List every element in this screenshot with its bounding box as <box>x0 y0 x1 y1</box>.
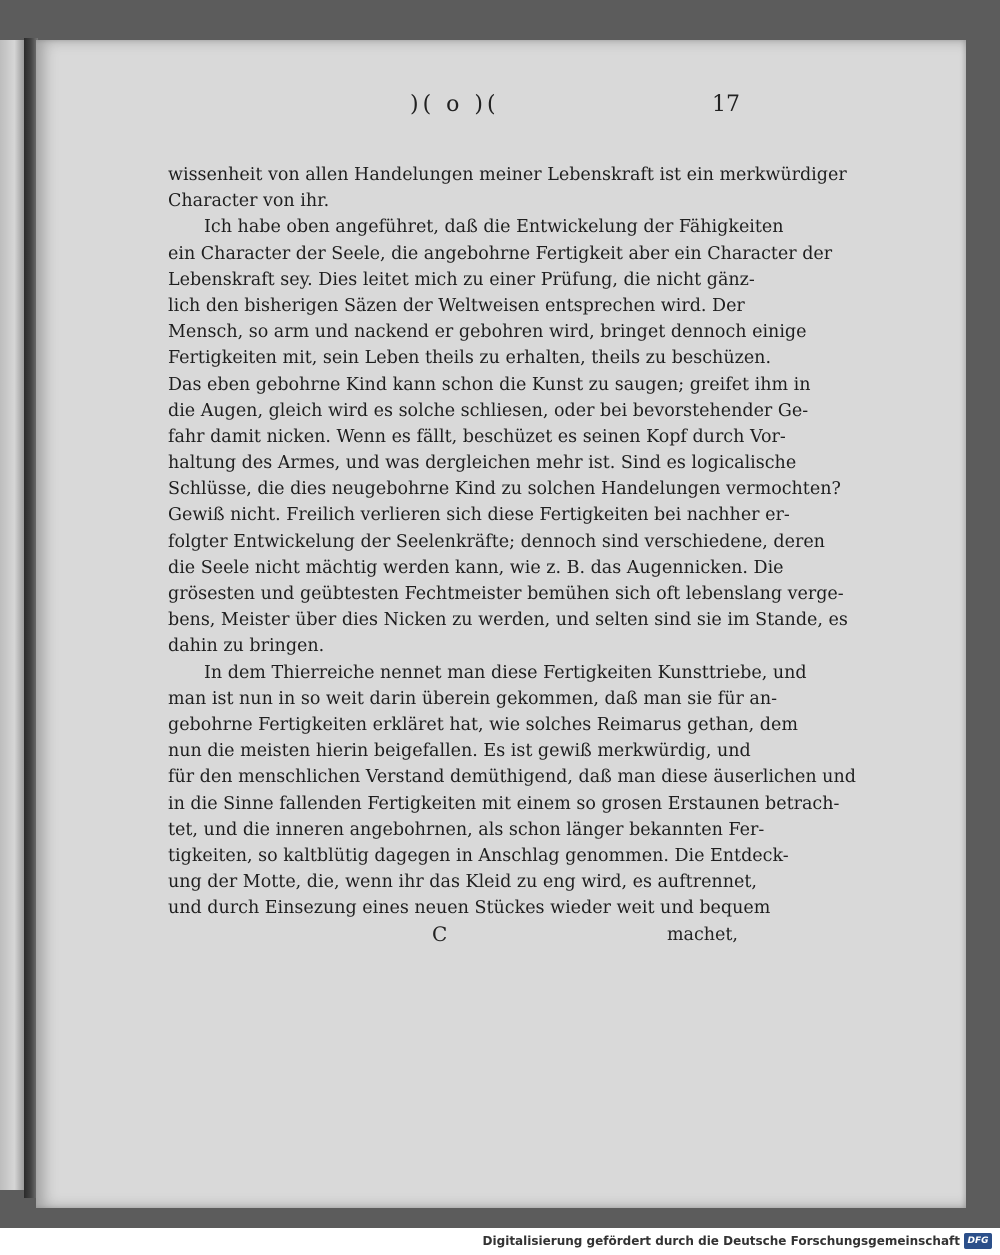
signature-mark: C <box>432 922 448 946</box>
text-line: Mensch, so arm und nackend er gebohren wird, bringet dennoch einige <box>168 322 807 343</box>
text-line: nun die meisten hierin beigefallen. Es ist gewiß merkwürdig, und <box>168 741 751 762</box>
text-line: ung der Motte, die, wenn ihr das Kleid zu eng wird, es auftrennet, <box>168 872 757 893</box>
text-line: tet, und die inneren angebohrnen, als schon länger bekannten Fer- <box>168 819 765 840</box>
text-line: wissenheit von allen Handelungen meiner Lebenskraft ist ein merkwürdiger <box>168 165 847 185</box>
text-line: und durch Einsezung eines neuen Stückes wieder weit und bequem <box>168 898 771 919</box>
text-line: tigkeiten, so kaltblütig dagegen in Anschlag genommen. Die Entdeck- <box>168 845 789 866</box>
text-line: Gewiß nicht. Freilich verlieren sich diese Fertigkeiten bei nachher er- <box>168 505 790 526</box>
adjacent-page-edge <box>0 40 24 1190</box>
text-line: für den menschlichen Verstand demüthigend, daß man diese äuserlichen und <box>168 767 856 788</box>
text-line: ein Character der Seele, die angebohrne Fertigkeit aber ein Character der <box>168 243 833 264</box>
text-line: Das eben gebohrne Kind kann schon die Kunst zu saugen; greifet ihm in <box>168 374 811 395</box>
body-text <box>168 162 856 921</box>
text-line: die Augen, gleich wird es solche schliesen, oder bei bevorstehender Ge- <box>168 400 809 421</box>
page-number: 17 <box>712 92 740 117</box>
text-line: In dem Thierreiche nennet man diese Fertigkeiten Kunsttriebe, und <box>204 662 807 683</box>
dfg-logo-icon: DFG <box>964 1233 992 1249</box>
text-line: dahin zu bringen. <box>168 636 325 657</box>
text-line: lich den bisherigen Säzen der Weltweisen entsprechen wird. Der <box>168 295 745 316</box>
text-line: die Seele nicht mächtig werden kann, wie z. B. das Augennicken. Die <box>168 557 784 578</box>
text-line: haltung des Armes, und was dergleichen mehr ist. Sind es logicalische <box>168 453 797 474</box>
text-line: grösesten und geübtesten Fechtmeister bemühen sich oft lebenslang verge- <box>168 584 844 604</box>
text-line: in die Sinne fallenden Fertigkeiten mit einem so grosen Erstaunen betrach- <box>168 793 840 814</box>
catchword: machet, <box>666 925 738 945</box>
text-line: bens, Meister über dies Nicken zu werden, und selten sind sie im Stande, es <box>168 610 848 631</box>
footer-bar <box>0 1228 1000 1255</box>
funding-credit: Digitalisierung gefördert durch die Deutsche Forschungsgemeinschaft <box>482 1234 960 1248</box>
text-line: gebohrne Fertigkeiten erkläret hat, wie solches Reimarus gethan, dem <box>168 714 798 735</box>
text-line: Character von ihr. <box>168 191 330 212</box>
text-line: man ist nun in so weit darin überein gekommen, daß man sie für an- <box>168 688 778 709</box>
text-line: Schlüsse, die dies neugebohrne Kind zu solchen Handelungen vermochten? <box>168 479 841 500</box>
header-ornament: )( o )( <box>410 92 500 117</box>
page-header <box>410 92 740 122</box>
text-line: Lebenskraft sey. Dies leitet mich zu einer Prüfung, die nicht gänz- <box>168 269 755 290</box>
text-line: Ich habe oben angeführet, daß die Entwickelung der Fähigkeiten <box>204 217 784 238</box>
text-line: folgter Entwickelung der Seelenkräfte; dennoch sind verschiedene, deren <box>168 531 825 552</box>
text-line: Fertigkeiten mit, sein Leben theils zu erhalten, theils zu beschüzen. <box>168 348 772 369</box>
text-line: fahr damit nicken. Wenn es fällt, beschüzet es seinen Kopf durch Vor- <box>168 426 786 447</box>
